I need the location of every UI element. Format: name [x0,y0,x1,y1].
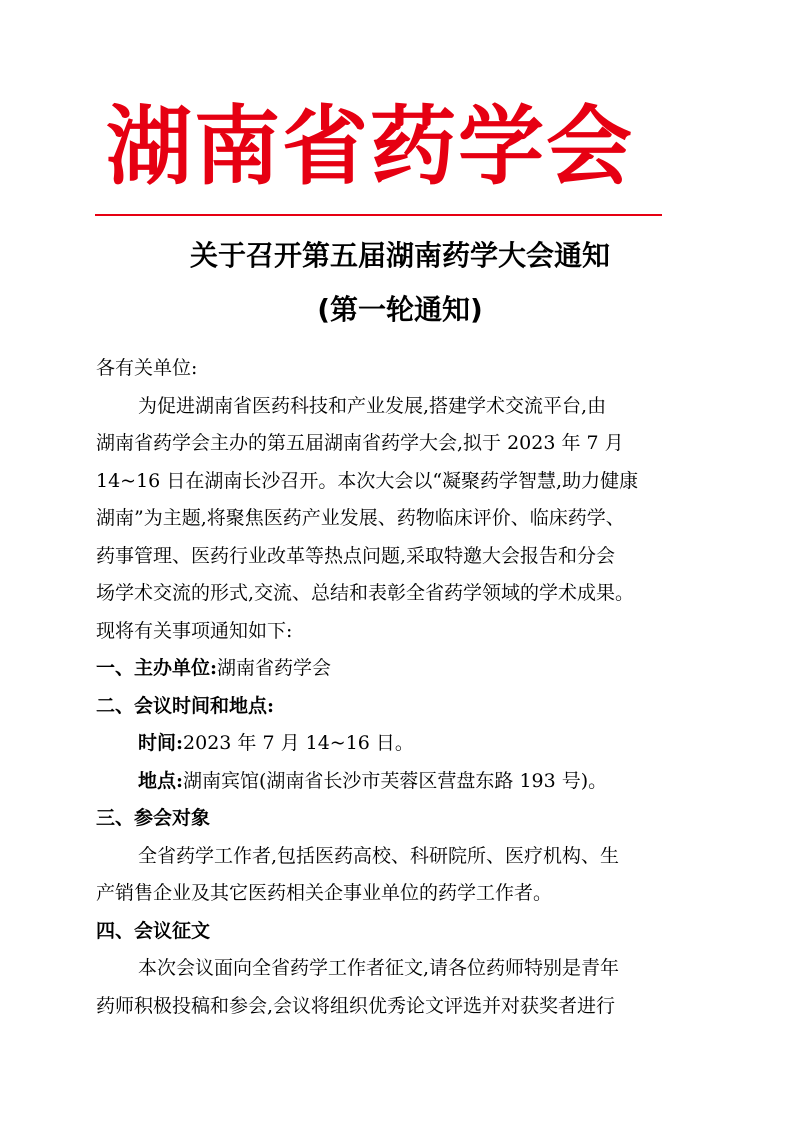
meeting-place [96,763,704,801]
section-heading: 三、参会对象 [96,807,211,829]
section-heading: 四、会议征文 [96,919,211,942]
paragraph-line: 湖南省药学会主办的第五届湖南省药学大会,拟于 2023 年 7 月 [96,432,624,454]
paragraph-line: 为促进湖南省医药科技和产业发展,搭建学术交流平台,由 [138,394,607,417]
place-value: 湖南宾馆(湖南省长沙市芙蓉区营盘东路 193 号)。 [183,769,608,792]
salutation: 各有关单位: [96,357,198,379]
paragraph-line: 药事管理、医药行业改革等热点问题,采取特邀大会报告和分会 [96,544,616,567]
paragraph-line: 全省药学工作者,包括医药高校、科研院所、医疗机构、生 [138,844,620,867]
paragraph-line: 本次会议面向全省药学工作者征文,请各位药师特别是青年 [138,957,620,979]
section-organizer [96,650,704,688]
paragraph-line: 现将有关事项通知如下: [96,619,293,642]
org-masthead: 湖南省药学会 [106,96,634,197]
paragraph-line: 药师积极投稿和参会,会议将组织优秀论文评选并对获奖者进行 [96,994,616,1017]
place-label: 地点: [138,769,184,792]
time-label: 时间: [138,732,184,754]
organizer-value: 湖南省药学会 [217,657,332,679]
section-heading: 一、主办单位: [96,657,218,679]
meeting-time [96,725,704,763]
notice-body [96,350,704,1025]
red-divider [95,214,662,216]
paragraph-line: 湖南”为主题,将聚焦医药产业发展、药物临床评价、临床药学、 [96,507,625,529]
paragraph-line: 14~16 日在湖南长沙召开。本次大会以“凝聚药学智慧,助力健康 [96,469,639,492]
notice-title: 关于召开第五届湖南药学大会通知 [189,239,610,272]
section-heading: 二、会议时间和地点: [96,694,275,717]
notice-subtitle: (第一轮通知) [317,293,483,326]
paragraph-line: 产销售企业及其它医药相关企事业单位的药学工作者。 [96,882,553,904]
time-value: 2023 年 7 月 14~16 日。 [183,732,414,754]
paragraph-line: 场学术交流的形式,交流、总结和表彰全省药学领域的学术成果。 [96,582,635,604]
